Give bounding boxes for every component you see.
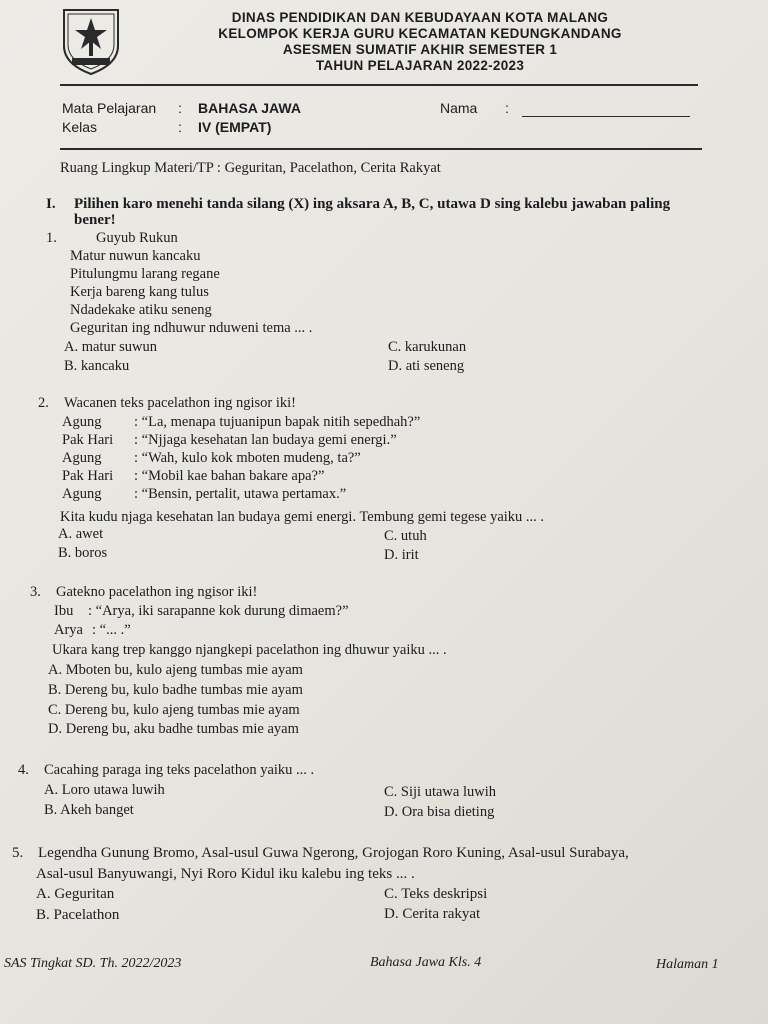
q1-option-a[interactable]: A. matur suwun	[64, 339, 158, 355]
q5-option-b[interactable]: B. Pacelathon	[36, 907, 120, 923]
q2-dialog-line: : “Mobil kae bahan bakare apa?”	[134, 468, 325, 484]
footer-center: Bahasa Jawa Kls. 4	[370, 955, 482, 970]
header-line-4: TAHUN PELAJARAN 2022-2023	[315, 58, 525, 73]
q3-speaker: Ibu	[54, 603, 74, 619]
subject-colon: :	[178, 100, 182, 116]
q5-option-c[interactable]: C. Teks deskripsi	[384, 886, 488, 902]
header-line-3: ASESMEN SUMATIF AKHIR SEMESTER 1	[282, 42, 558, 57]
q2-dialog-line: : “Njjaga kesehatan lan budaya gemi energi.”	[134, 432, 397, 448]
q2-speaker: Pak Hari	[62, 432, 114, 448]
q3-speaker: Arya	[54, 622, 83, 638]
class-value: IV (EMPAT)	[198, 119, 272, 135]
q1-question: Geguritan ing ndhuwur nduweni tema ... .	[70, 320, 313, 336]
q3-option-a[interactable]: A. Mboten bu, kulo ajeng tumbas mie ayam	[48, 662, 303, 678]
q3-question: Ukara kang trep kanggo njangkepi pacelathon ing dhuwur yaiku ... .	[52, 642, 447, 658]
q1-poem-line: Matur nuwun kancaku	[70, 248, 201, 264]
q4-option-d[interactable]: D. Ora bisa dieting	[384, 804, 495, 820]
q2-option-d[interactable]: D. irit	[384, 547, 419, 563]
q2-option-a[interactable]: A. awet	[58, 526, 104, 542]
class-colon: :	[178, 119, 182, 135]
q5-question-line-2: Asal-usul Banyuwangi, Nyi Roro Kidul iku kalebu ing teks ... .	[36, 866, 415, 882]
q1-option-c[interactable]: C. karukunan	[388, 339, 467, 355]
q2-question: Kita kudu njaga kesehatan lan budaya gemi energi. Tembung gemi tegese yaiku ... .	[60, 509, 545, 525]
q5-number: 5.	[12, 845, 24, 861]
q1-poem-line: Pitulungmu larang regane	[70, 266, 220, 282]
info-divider	[60, 148, 702, 150]
name-label: Nama	[440, 100, 478, 116]
q5-option-a[interactable]: A. Geguritan	[36, 886, 115, 902]
q4-option-c[interactable]: C. Siji utawa luwih	[384, 784, 496, 800]
q3-option-c[interactable]: C. Dereng bu, kulo ajeng tumbas mie ayam	[48, 702, 300, 718]
footer-left: SAS Tingkat SD. Th. 2022/2023	[4, 956, 182, 971]
q1-option-b[interactable]: B. kancaku	[64, 358, 130, 374]
q2-dialog-line: : “La, menapa tujuanipun bapak nitih sepedhah?”	[134, 414, 421, 430]
section-number: I.	[46, 196, 56, 212]
q3-intro: Gatekno pacelathon ing ngisor iki!	[56, 584, 258, 600]
q2-option-c[interactable]: C. utuh	[384, 528, 427, 544]
q4-question: Cacahing paraga ing teks pacelathon yaiku ... .	[44, 762, 315, 778]
scope-line: Ruang Lingkup Materi/TP : Geguritan, Pacelathon, Cerita Rakyat	[60, 160, 441, 176]
subject-value: BAHASA JAWA	[198, 100, 301, 116]
q1-option-d[interactable]: D. ati seneng	[388, 358, 465, 374]
q2-dialog-line: : “Bensin, pertalit, utawa pertamax.”	[134, 486, 347, 502]
q3-number: 3.	[30, 584, 41, 600]
name-field[interactable]	[522, 116, 690, 117]
header-line-1: DINAS PENDIDIKAN DAN KEBUDAYAAN KOTA MALANG	[231, 10, 609, 25]
q1-poem-line: Kerja bareng kang tulus	[70, 284, 209, 300]
q3-dialog-line: : “Arya, iki sarapanne kok durung dimaem?”	[88, 603, 349, 619]
section-instruction-line-1: Pilihen karo menehi tanda silang (X) ing aksara A, B, C, utawa D sing kalebu jawaban paling	[74, 196, 671, 212]
footer-page-number: Halaman 1	[656, 957, 719, 972]
malang-city-emblem-icon	[58, 6, 124, 76]
q4-number: 4.	[18, 762, 29, 778]
q1-poem-line: Ndadekake atiku seneng	[70, 302, 212, 318]
class-label: Kelas	[62, 119, 98, 135]
q5-question-line-1: Legendha Gunung Bromo, Asal-usul Guwa Ngerong, Grojogan Roro Kuning, Asal-usul Surabaya,	[38, 845, 629, 861]
q3-dialog-line: : “... .”	[92, 622, 131, 638]
section-instruction-line-2: bener!	[74, 212, 116, 228]
q2-speaker: Agung	[62, 450, 102, 466]
subject-label: Mata Pelajaran	[62, 100, 157, 116]
q4-option-a[interactable]: A. Loro utawa luwih	[44, 782, 165, 798]
q2-speaker: Agung	[62, 486, 102, 502]
q2-intro: Wacanen teks pacelathon ing ngisor iki!	[64, 395, 296, 411]
q2-option-b[interactable]: B. boros	[58, 545, 108, 561]
header-line-2: KELOMPOK KERJA GURU KECAMATAN KEDUNGKANDANG	[218, 26, 622, 41]
q2-dialog-line: : “Wah, kulo kok mboten mudeng, ta?”	[134, 450, 361, 466]
q1-poem-title: Guyub Rukun	[96, 230, 178, 246]
q3-option-d[interactable]: D. Dereng bu, aku badhe tumbas mie ayam	[48, 721, 299, 737]
q3-option-b[interactable]: B. Dereng bu, kulo badhe tumbas mie ayam	[48, 682, 303, 698]
q2-speaker: Pak Hari	[62, 468, 114, 484]
name-colon: :	[505, 100, 509, 116]
header-divider	[60, 84, 698, 86]
q2-number: 2.	[38, 395, 49, 411]
q4-option-b[interactable]: B. Akeh banget	[44, 802, 134, 818]
q2-speaker: Agung	[62, 414, 102, 430]
q5-option-d[interactable]: D. Cerita rakyat	[384, 906, 481, 922]
q1-number: 1.	[46, 230, 57, 246]
